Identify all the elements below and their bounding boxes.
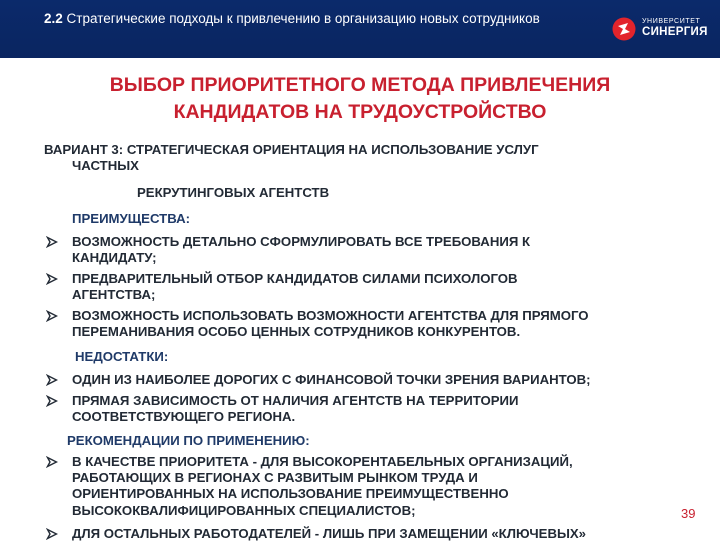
logo-text-university: УНИВЕРСИТЕТ xyxy=(642,18,701,25)
disadvantage-item: ПРЯМАЯ ЗАВИСИМОСТЬ ОТ НАЛИЧИЯ АГЕНТСТВ НА ТЕРРИТОРИИ xyxy=(72,393,519,408)
arrow-bullet-icon xyxy=(46,273,58,285)
section-title: Стратегические подходы к привлечению в организацию новых сотрудников xyxy=(66,11,540,26)
arrow-bullet-icon xyxy=(46,528,58,540)
arrow-bullet-icon xyxy=(46,374,58,386)
variant-heading-line: РЕКРУТИНГОВЫХ АГЕНТСТВ xyxy=(137,185,330,200)
arrow-bullet-icon xyxy=(46,395,58,407)
advantage-item: ВОЗМОЖНОСТЬ ИСПОЛЬЗОВАТЬ ВОЗМОЖНОСТИ АГЕНТСТВА ДЛЯ ПРЯМОГО xyxy=(72,308,589,323)
recommendation-item-line: РАБОТАЮЩИХ В РЕГИОНАХ С РАЗВИТЫМ РЫНКОМ ТРУДА И xyxy=(72,470,478,485)
disadvantages-heading: НЕДОСТАТКИ: xyxy=(75,349,169,364)
recommendation-item: ДЛЯ ОСТАЛЬНЫХ РАБОТОДАТЕЛЕЙ - ЛИШЬ ПРИ ЗАМЕЩЕНИИ «КЛЮЧЕВЫХ» xyxy=(72,526,587,541)
variant-heading: ВАРИАНТ 3: СТРАТЕГИЧЕСКАЯ ОРИЕНТАЦИЯ НА ИСПОЛЬЗОВАНИЕ УСЛУГ xyxy=(44,142,539,157)
recommendation-item: В КАЧЕСТВЕ ПРИОРИТЕТА - ДЛЯ ВЫСОКОРЕНТАБЕЛЬНЫХ ОРГАНИЗАЦИЙ, xyxy=(72,454,573,469)
recommendations-heading: РЕКОМЕНДАЦИИ ПО ПРИМЕНЕНИЮ: xyxy=(67,433,310,448)
page-number: 39 xyxy=(681,506,696,521)
section-number: 2.2 xyxy=(44,11,63,26)
arrow-bullet-icon xyxy=(46,236,58,248)
variant-heading-line: ЧАСТНЫХ xyxy=(72,158,139,173)
arrow-bullet-icon xyxy=(46,310,58,322)
advantage-item: ПРЕДВАРИТЕЛЬНЫЙ ОТБОР КАНДИДАТОВ СИЛАМИ ПСИХОЛОГОВ xyxy=(72,271,518,286)
advantage-item-line: КАНДИДАТУ; xyxy=(72,250,157,265)
advantage-item-line: АГЕНТСТВА; xyxy=(72,287,156,302)
recommendation-item-line: ОРИЕНТИРОВАННЫХ НА ИСПОЛЬЗОВАНИЕ ПРЕИМУЩЕСТВЕННО xyxy=(72,486,509,501)
advantages-heading: ПРЕИМУЩЕСТВА: xyxy=(72,211,191,226)
disadvantage-item: ОДИН ИЗ НАИБОЛЕЕ ДОРОГИХ С ФИНАНСОВОЙ ТОЧКИ ЗРЕНИЯ ВАРИАНТОВ; xyxy=(72,372,591,387)
advantage-item-line: ПЕРЕМАНИВАНИЯ ОСОБО ЦЕННЫХ СОТРУДНИКОВ КОНКУРЕНТОВ. xyxy=(72,324,521,339)
slide-title-line: ВЫБОР ПРИОРИТЕТНОГО МЕТОДА ПРИВЛЕЧЕНИЯ xyxy=(109,74,611,96)
disadvantage-item-line: СООТВЕТСТВУЮЩЕГО РЕГИОНА. xyxy=(72,409,296,424)
slide-title-line: КАНДИДАТОВ НА ТРУДОУСТРОЙСТВО xyxy=(173,101,547,123)
arrow-bullet-icon xyxy=(46,456,58,468)
logo-text-synergy: СИНЕРГИЯ xyxy=(642,26,708,38)
advantage-item: ВОЗМОЖНОСТЬ ДЕТАЛЬНО СФОРМУЛИРОВАТЬ ВСЕ ТРЕБОВАНИЯ К xyxy=(72,234,531,249)
recommendation-item-line: ВЫСОКОКВАЛИФИЦИРОВАННЫХ СПЕЦИАЛИСТОВ; xyxy=(72,503,416,518)
